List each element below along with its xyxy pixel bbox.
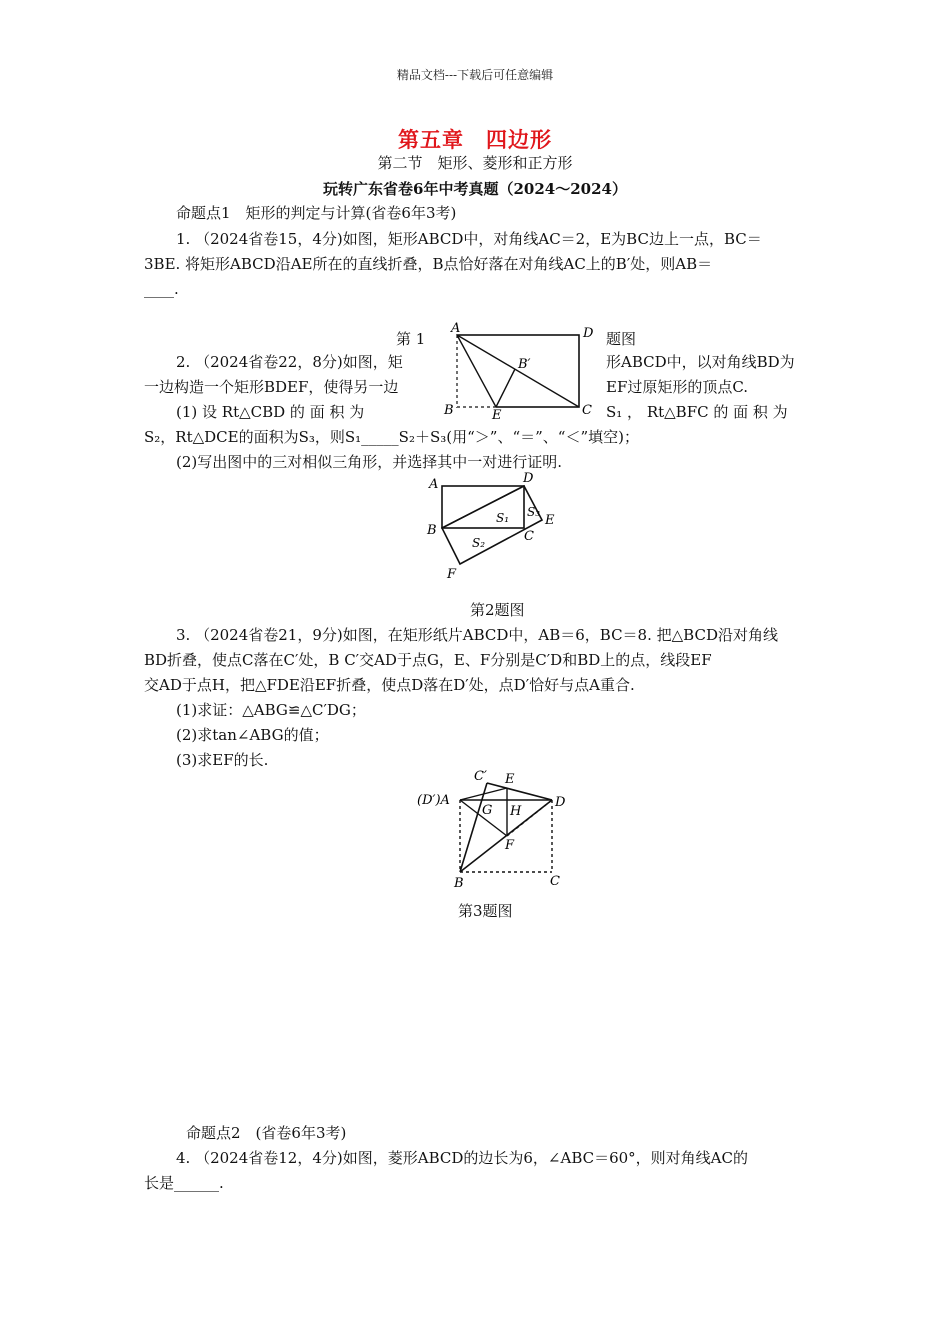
q2-label-s1: S₁ — [496, 511, 510, 525]
q3-caption: 第3题图 — [458, 902, 513, 920]
q1-segment-eb — [496, 369, 515, 407]
q3-label-h: H — [510, 804, 522, 819]
q3-part-3: (3)求EF的长. — [176, 751, 269, 769]
q1-figure — [440, 318, 600, 423]
q3-segment-ae — [460, 788, 507, 800]
q2-rect-bdef — [442, 486, 542, 564]
q2-label-d: D — [523, 471, 534, 486]
q1-line-2: 3BE. 将矩形ABCD沿AE所在的直线折叠，B点恰好落在对角线AC上的B′处，则AB＝ — [144, 255, 713, 273]
q2-label-s2: S₂ — [472, 536, 486, 550]
q4-line-1: 4. （2024省卷12，4分)如图，菱形ABCD的边长为6，∠ABC＝60°，则对角线AC的 — [176, 1149, 748, 1167]
q3-part-1: (1)求证：△ABG≌△C′DG； — [176, 701, 366, 719]
section-title: 第二节 矩形、菱形和正方形 — [377, 154, 573, 172]
q3-label-d: D — [555, 795, 566, 810]
q2-line-1-right: 形ABCD中，以对角线BD为 — [606, 353, 795, 371]
q3-label-b: B — [454, 876, 464, 891]
q3-figure — [412, 766, 582, 896]
topic-1-heading: 命题点1 矩形的判定与计算(省卷6年3考) — [176, 204, 457, 222]
q3-segment-cprimed — [487, 783, 552, 800]
q1-caption-left: 第 1 — [396, 330, 426, 348]
q3-label-f: F — [505, 838, 515, 853]
q2-line-2-left: 一边构造一个矩形BDEF，使得另一边 — [144, 378, 399, 396]
q1-label-d: D — [583, 326, 594, 341]
q3-label-e: E — [505, 772, 515, 787]
q1-label-a: A — [451, 321, 461, 336]
q2-label-e: E — [545, 513, 555, 528]
q1-label-e: E — [492, 408, 502, 423]
q2-line-3-right: S₁ ， Rt△BFC 的 面 积 为 — [606, 403, 788, 421]
q2-label-b: B — [427, 523, 437, 538]
q3-label-c: C — [550, 874, 560, 889]
q2-label-c: C — [524, 529, 534, 544]
page-header: 精品文档---下载后可任意编辑 — [396, 68, 554, 82]
q2-line-3-left: (1) 设 Rt△CBD 的 面 积 为 — [176, 403, 365, 421]
chapter-title: 第五章 四边形 — [398, 127, 552, 152]
q3-line-3: 交AD于点H，把△FDE沿EF折叠，使点D落在D′处，点D′恰好与点A重合. — [144, 676, 635, 694]
exam-title: 玩转广东省卷6年中考真题（2024～2024） — [323, 180, 627, 198]
q2-caption: 第2题图 — [470, 601, 525, 619]
q3-label-cprime: C′ — [474, 769, 487, 784]
q1-caption-right: 题图 — [606, 330, 637, 348]
q3-line-2: BD折叠，使点C落在C′处，B C′交AD于点G，E、F分别是C′D和BD上的点，线段EF — [144, 651, 712, 669]
q2-line-1-left: 2. （2024省卷22，8分)如图，矩 — [176, 353, 403, 371]
topic-2-heading: 命题点2 (省卷6年3考) — [186, 1124, 347, 1142]
q1-label-bprime: B′ — [518, 357, 531, 372]
q2-line-4: S₂，Rt△DCE的面积为S₃，则S₁_____S₂＋S₃(用“＞”、“＝”、“＜”填空)； — [144, 428, 639, 446]
q3-part-2: (2)求tan∠ABG的值； — [176, 726, 329, 744]
q3-label-dprime-a: (D′)A — [417, 793, 450, 808]
q2-line-5: (2)写出图中的三对相似三角形，并选择其中一对进行证明. — [176, 453, 563, 471]
q4-line-2: 长是______. — [144, 1174, 224, 1192]
q2-label-a: A — [429, 477, 439, 492]
q1-label-b: B — [444, 403, 454, 418]
q3-label-g: G — [482, 803, 493, 818]
q1-line-1: 1. （2024省卷15，4分)如图，矩形ABCD中，对角线AC＝2，E为BC边上一点，BC＝ — [176, 230, 762, 248]
q2-label-f: F — [447, 567, 457, 582]
q2-figure — [420, 468, 570, 586]
q2-line-2-right: EF过原矩形的顶点C. — [606, 378, 749, 396]
q2-label-s3: S₃ — [527, 505, 541, 519]
q1-label-c: C — [582, 403, 592, 418]
q3-line-1: 3. （2024省卷21，9分)如图，在矩形纸片ABCD中，AB＝6，BC＝8. 把△BCD沿对角线 — [176, 626, 778, 644]
q1-line-3: ____. — [144, 280, 179, 298]
